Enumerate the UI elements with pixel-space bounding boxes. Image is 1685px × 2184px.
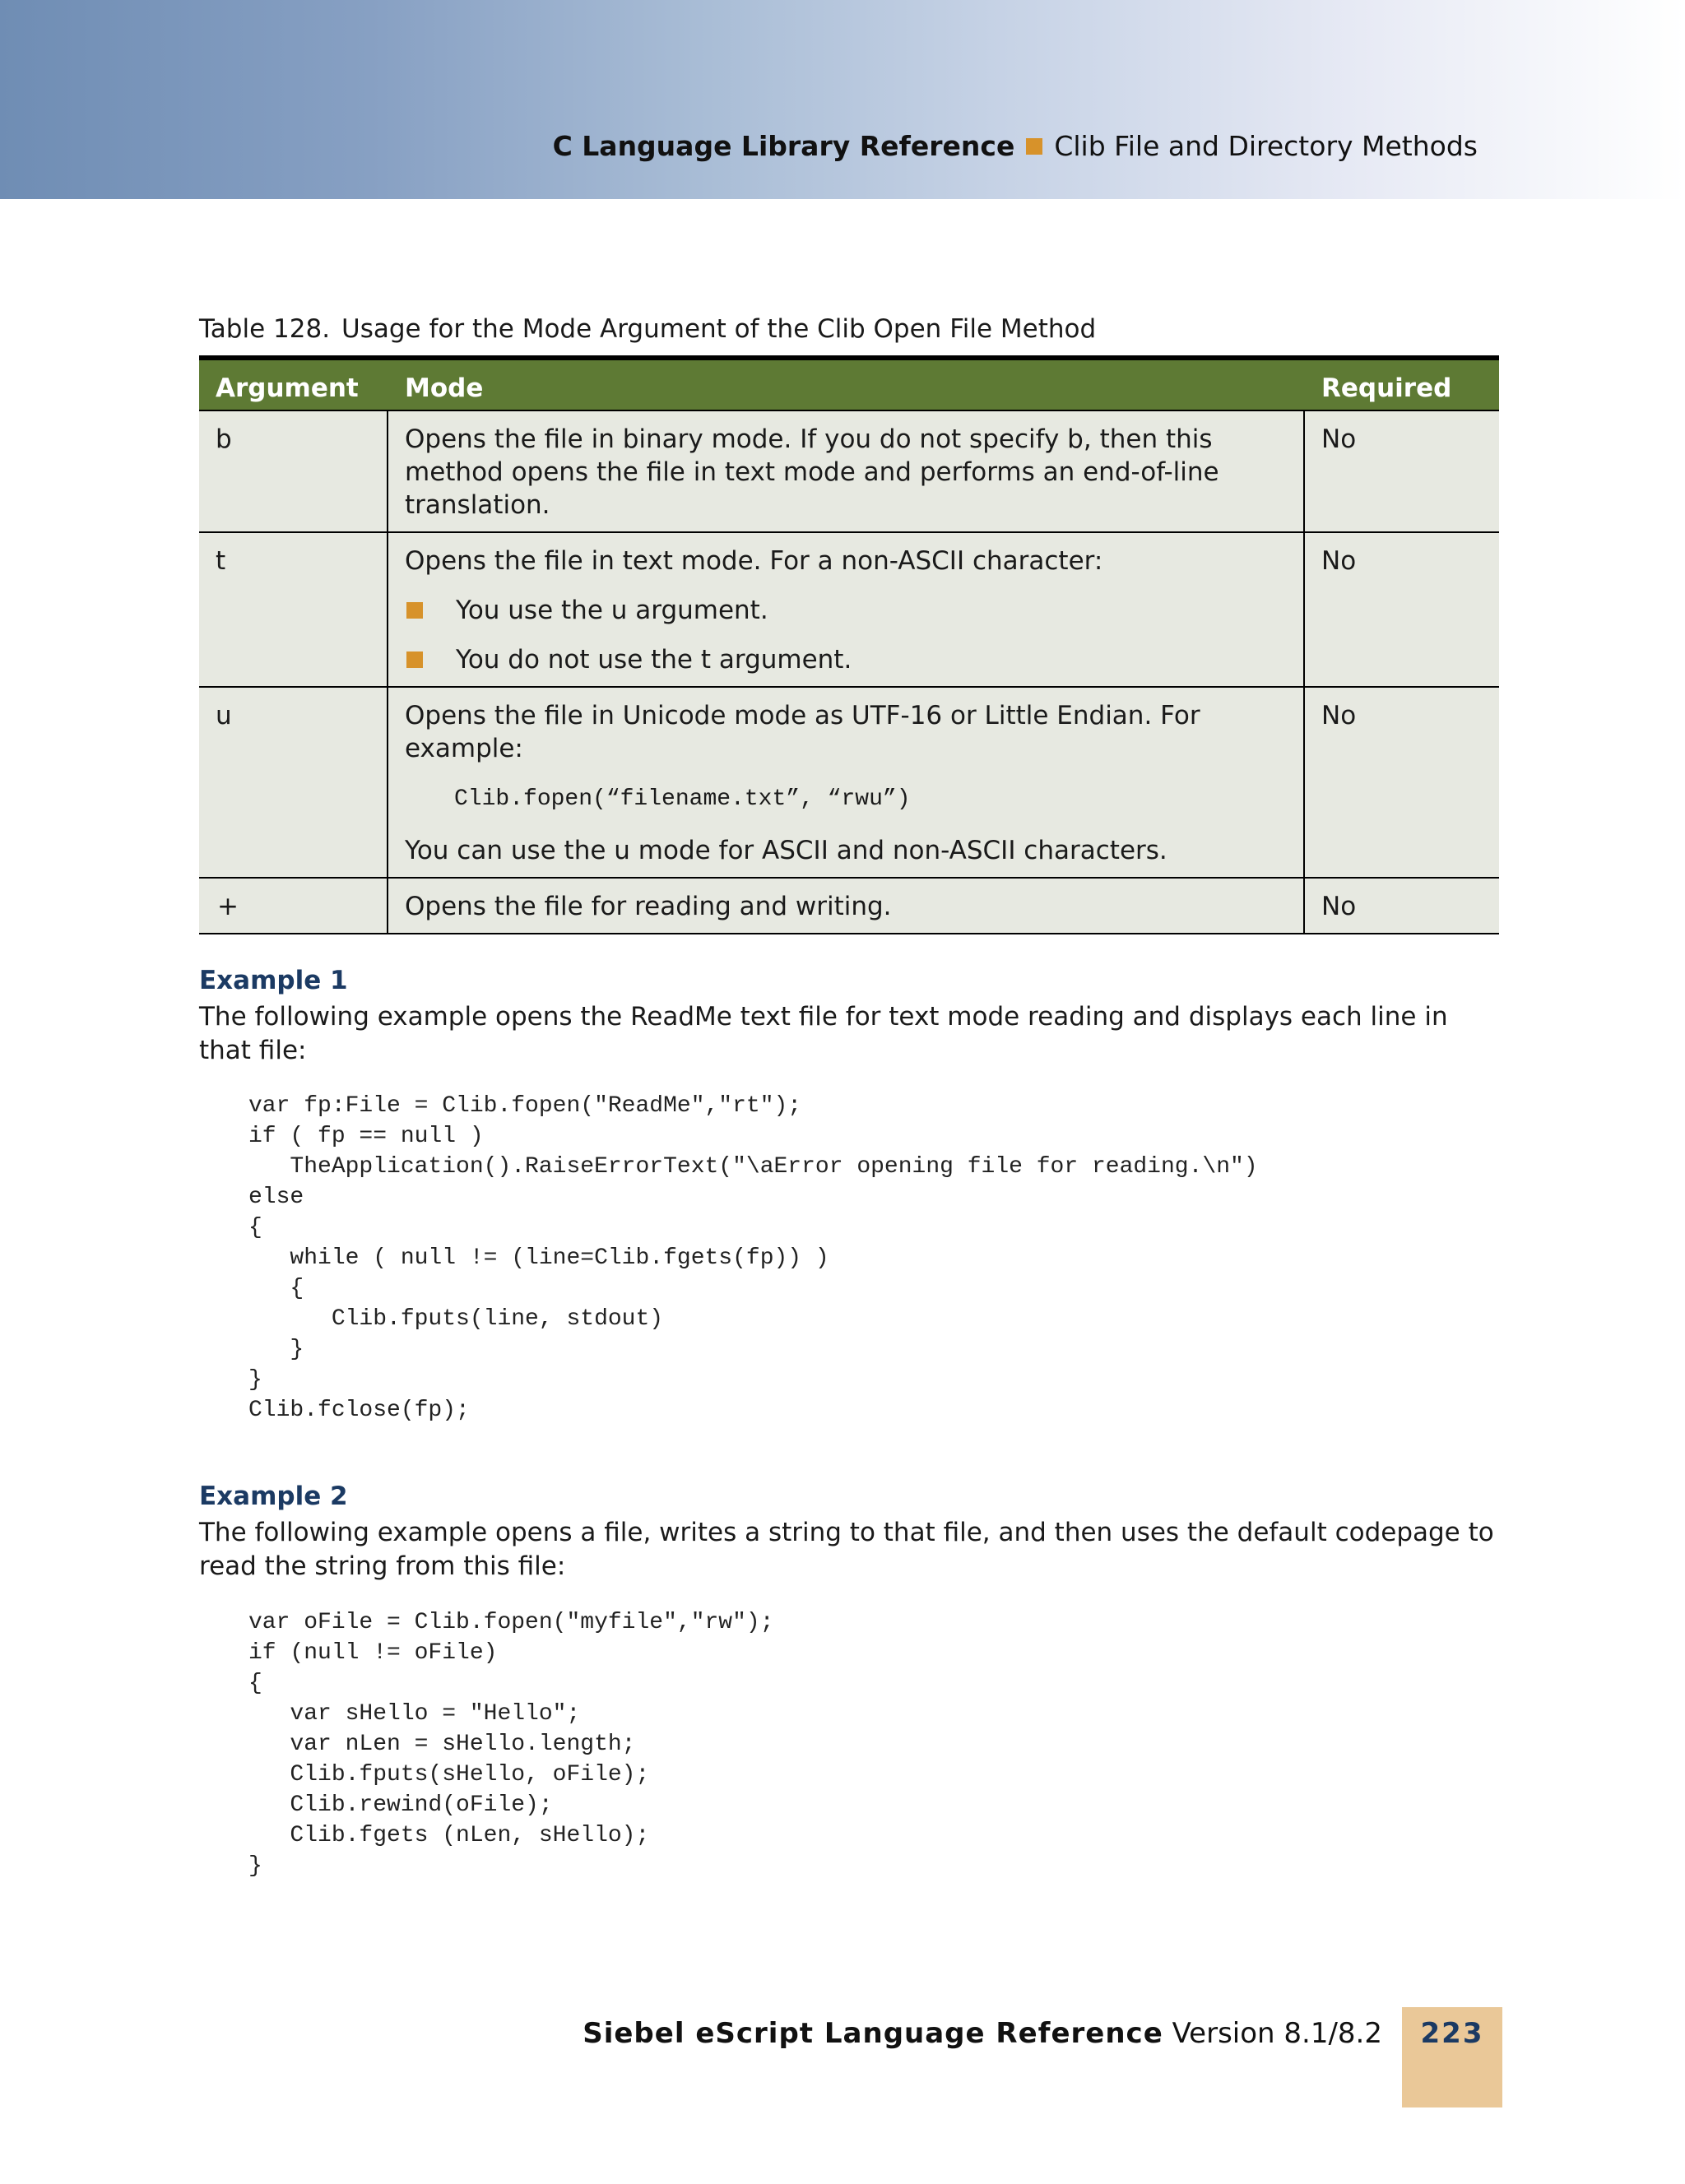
column-header-mode: Mode xyxy=(405,373,484,403)
table-header-row xyxy=(199,360,1499,410)
table-caption-title: Usage for the Mode Argument of the Clib Open File Method xyxy=(341,314,1097,344)
chapter-title: C Language Library Reference xyxy=(552,130,1015,162)
inline-code-sample: Clib.fopen(“filename.txt”, “rwu”) xyxy=(454,786,911,812)
example-2-heading: Example 2 xyxy=(199,1482,348,1511)
mode-cell xyxy=(388,688,1305,877)
bullet-item xyxy=(405,594,1287,627)
book-version: Version 8.1/8.2 xyxy=(1172,2017,1382,2050)
page-number-box xyxy=(1402,2007,1502,2107)
book-title: Siebel eScript Language Reference xyxy=(583,2017,1163,2050)
argument-cell: u xyxy=(199,688,388,877)
argument-cell: b xyxy=(199,411,388,531)
example-2-code: var oFile = Clib.fopen("myfile","rw"); if (null != oFile) { var sHello = "Hello"; var nLen = sHello.length; Clib.fputs(sHello, oFile); Clib.rewind(oFile); Clib.fgets (nLen, sHello); } xyxy=(248,1610,774,1879)
argument-cell: + xyxy=(199,879,388,933)
example-1-description: The following example opens the ReadMe text file for text mode reading and displays each line in that file: xyxy=(199,1002,1448,1065)
bullet-text: You use the u argument. xyxy=(456,596,768,625)
mode-text-after: You can use the u mode for ASCII and non-ASCII characters. xyxy=(405,836,1167,865)
mode-cell xyxy=(388,533,1305,686)
bullet-text: You do not use the t argument. xyxy=(456,645,852,675)
section-title: Clib File and Directory Methods xyxy=(1054,130,1478,162)
mode-text: Opens the file in Unicode mode as UTF-16 or Little Endian. For example: xyxy=(405,701,1200,763)
table-caption-number: Table 128. xyxy=(199,314,331,344)
separator-square-icon xyxy=(1026,138,1042,155)
table-row xyxy=(199,686,1499,877)
column-header-argument: Argument xyxy=(216,373,359,403)
example-1-code: var fp:File = Clib.fopen("ReadMe","rt"); if ( fp == null ) TheApplication().RaiseErrorText("\aError opening file for reading.\n") else { while ( null != (line=Clib.fgets(fp)) ) { Clib.fputs(line, stdout) } } Clib.fclose(fp); xyxy=(248,1093,1258,1423)
required-cell: No xyxy=(1321,424,1357,454)
required-cell: No xyxy=(1321,546,1357,576)
header-band xyxy=(0,0,1685,199)
table-row xyxy=(199,877,1499,933)
page-number: 223 xyxy=(1420,2017,1484,2050)
page-footer xyxy=(583,2017,1382,2050)
mode-text: Opens the file in text mode. For a non-ASCII character: xyxy=(405,546,1103,576)
argument-cell: t xyxy=(199,533,388,686)
example-1-heading: Example 1 xyxy=(199,966,348,995)
table-caption xyxy=(199,314,1096,344)
column-header-required: Required xyxy=(1321,373,1452,403)
bullet-item xyxy=(405,643,1287,676)
running-head xyxy=(553,130,1478,162)
required-cell: No xyxy=(1321,701,1357,730)
mode-argument-table xyxy=(199,355,1499,934)
required-cell: No xyxy=(1321,892,1357,921)
bullet-square-icon xyxy=(406,651,423,668)
bullet-square-icon xyxy=(406,602,423,619)
table-row xyxy=(199,531,1499,686)
example-2-description: The following example opens a file, writes a string to that file, and then uses the default codepage to read the string from this file: xyxy=(199,1518,1494,1581)
mode-cell: Opens the file in binary mode. If you do not specify b, then this method opens the file in text mode and performs an end-of-line translation. xyxy=(388,411,1305,531)
mode-cell: Opens the file for reading and writing. xyxy=(388,879,1305,933)
table-row xyxy=(199,410,1499,531)
